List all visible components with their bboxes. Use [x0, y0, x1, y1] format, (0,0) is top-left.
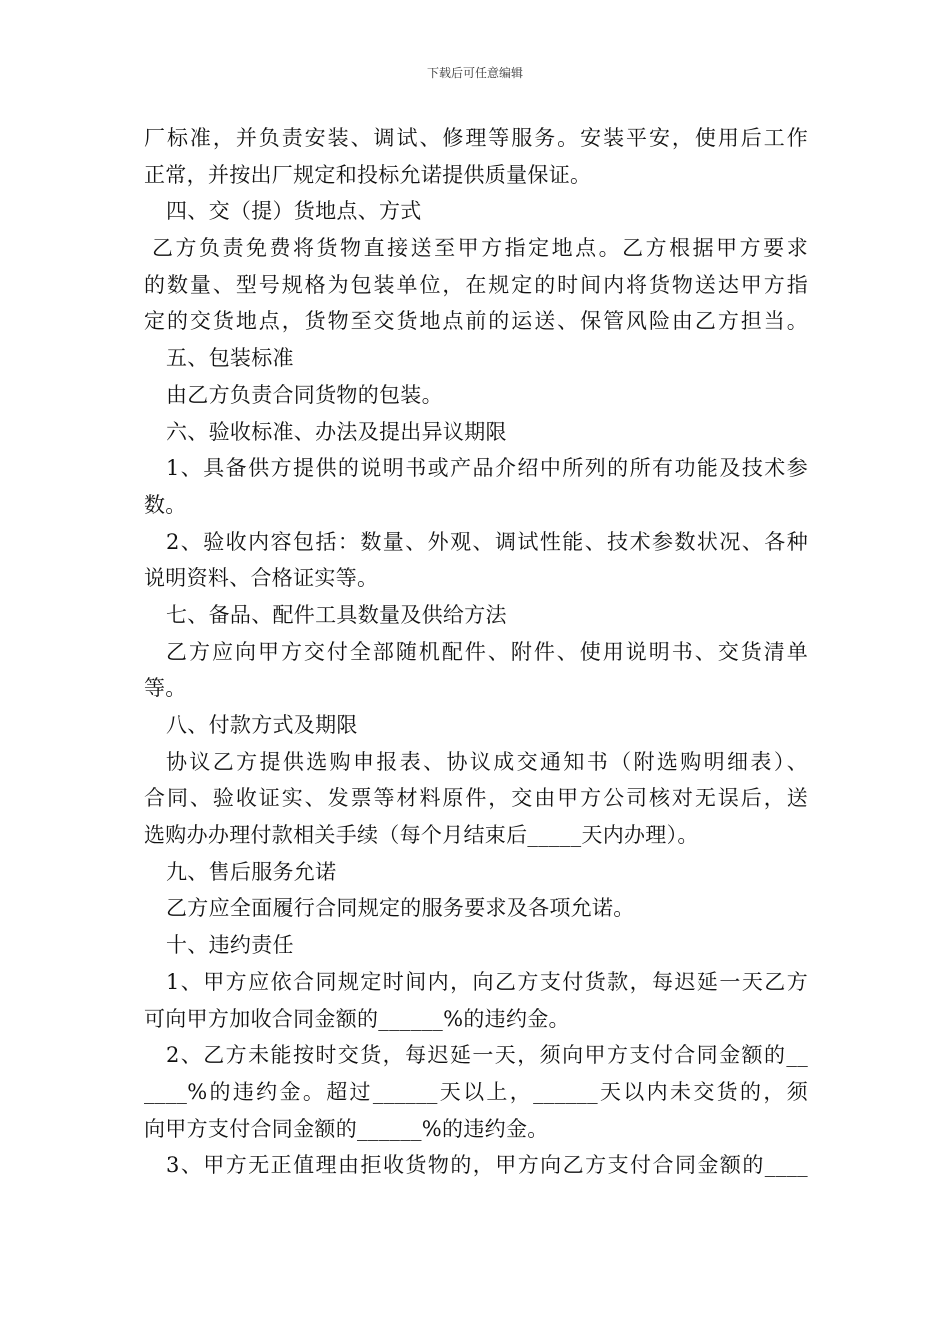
text-line: 正常，并按出厂规定和投标允诺提供质量保证。 [144, 162, 592, 187]
text-line: 2、验收内容包括：数量、外观、调试性能、技术参数状况、各种 [166, 529, 808, 554]
page-header: 下载后可任意编辑 [426, 66, 523, 80]
text-line: 七、备品、配件工具数量及供给方法 [166, 602, 507, 627]
text-line: 1、甲方应依合同规定时间内，向乙方支付货款，每迟延一天乙方 [166, 969, 808, 994]
text-line: 由乙方负责合同货物的包装。 [166, 382, 443, 407]
text-line: 合同、验收证实、发票等材料原件，交由甲方公司核对无误后，送 [144, 786, 808, 811]
text-line: 乙方应全面履行合同规定的服务要求及各项允诺。 [166, 896, 635, 921]
text-line: 六、验收标准、办法及提出异议期限 [166, 419, 507, 444]
text-line: 十、违约责任 [166, 933, 294, 958]
text-line: 的数量、型号规格为包装单位，在规定的时间内将货物送达甲方指 [144, 272, 808, 297]
text-line: 乙方负责免费将货物直接送至甲方指定地点。乙方根据甲方要求 [152, 236, 808, 261]
text-line: 1、具备供方提供的说明书或产品介绍中所列的所有功能及技术参 [166, 456, 808, 481]
text-line: 定的交货地点，货物至交货地点前的运送、保管风险由乙方担当。 [144, 309, 808, 334]
text-line: 3、甲方无正值理由拒收货物的，甲方向乙方支付合同金额的____ [166, 1153, 808, 1178]
text-line: 乙方应向甲方交付全部随机配件、附件、使用说明书、交货清单 [166, 639, 808, 664]
text-line: 九、售后服务允诺 [166, 859, 337, 884]
text-line: 八、付款方式及期限 [166, 713, 358, 737]
text-line: 2、乙方未能按时交货，每迟延一天，须向甲方支付合同金额的__ [166, 1043, 808, 1068]
text-line: 四、交（提）货地点、方式 [166, 199, 422, 224]
text-line: 等。 [144, 676, 187, 701]
text-line: 说明资料、合格证实等。 [144, 566, 379, 591]
text-line: 向甲方支付合同金额的______%的违约金。 [144, 1116, 549, 1141]
text-line: 可向甲方加收合同金额的______%的违约金。 [144, 1006, 570, 1031]
text-line: 选购办办理付款相关手续（每个月结束后_____天内办理）。 [144, 823, 699, 848]
text-line: ____%的违约金。超过______天以上，______天以内未交货的，须 [144, 1079, 808, 1104]
text-line: 协议乙方提供选购申报表、协议成交通知书（附选购明细表）、 [166, 749, 808, 774]
document-body [144, 120, 808, 1184]
text-line: 数。 [144, 492, 187, 517]
text-line: 五、包装标准 [166, 346, 294, 371]
text-line: 厂标准，并负责安装、调试、修理等服务。安装平安，使用后工作 [144, 126, 808, 150]
